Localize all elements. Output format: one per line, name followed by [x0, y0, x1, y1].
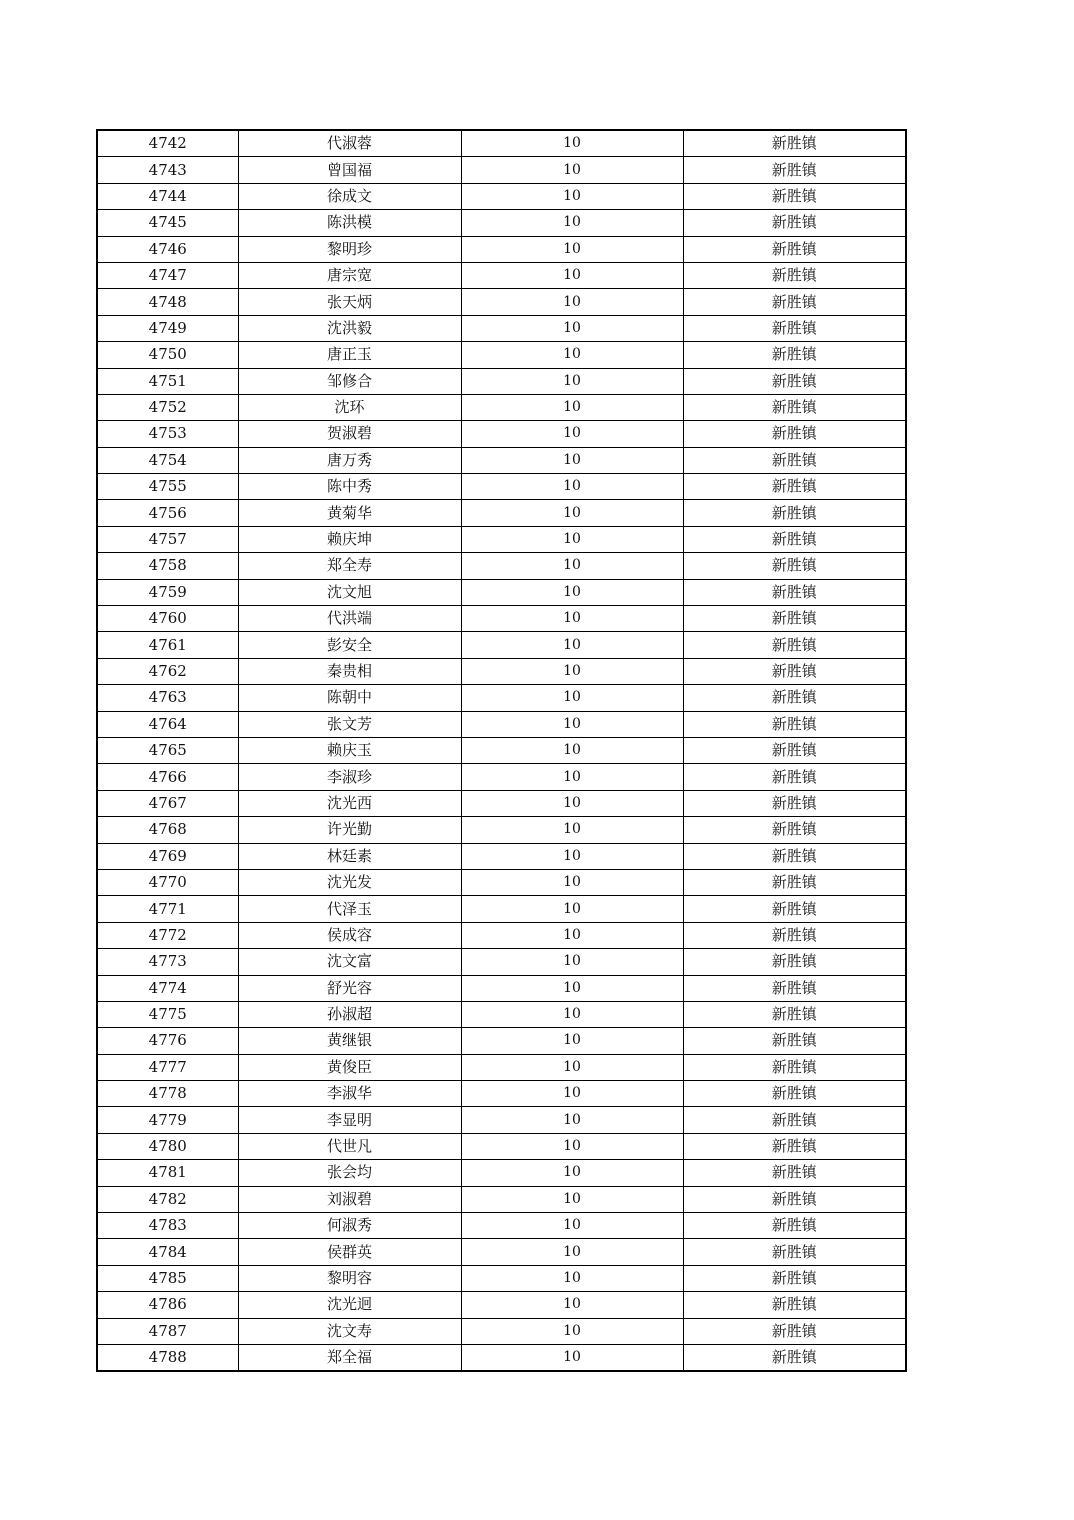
cell-town: 新胜镇: [683, 421, 906, 447]
cell-town: 新胜镇: [683, 1081, 906, 1107]
cell-name: 唐宗宽: [238, 262, 461, 288]
table-row: [97, 606, 906, 632]
table-row: [97, 737, 906, 763]
cell-town: 新胜镇: [683, 975, 906, 1001]
cell-name: 沈光迥: [238, 1292, 461, 1318]
cell-id: 4749: [97, 315, 238, 341]
cell-name: 黄菊华: [238, 500, 461, 526]
cell-amount: 10: [461, 1318, 683, 1344]
cell-town: 新胜镇: [683, 737, 906, 763]
table-row: [97, 790, 906, 816]
cell-town: 新胜镇: [683, 1344, 906, 1371]
cell-amount: 10: [461, 500, 683, 526]
cell-name: 秦贵相: [238, 658, 461, 684]
cell-name: 唐万秀: [238, 447, 461, 473]
cell-name: 侯群英: [238, 1239, 461, 1265]
cell-amount: 10: [461, 949, 683, 975]
table-row: [97, 1107, 906, 1133]
cell-id: 4770: [97, 869, 238, 895]
cell-amount: 10: [461, 737, 683, 763]
cell-town: 新胜镇: [683, 183, 906, 209]
cell-town: 新胜镇: [683, 130, 906, 157]
cell-amount: 10: [461, 421, 683, 447]
cell-id: 4760: [97, 606, 238, 632]
cell-name: 张天炳: [238, 289, 461, 315]
cell-name: 沈环: [238, 394, 461, 420]
table-row: [97, 1318, 906, 1344]
cell-amount: 10: [461, 975, 683, 1001]
cell-name: 陈洪模: [238, 210, 461, 236]
cell-name: 黎明珍: [238, 236, 461, 262]
cell-name: 沈光发: [238, 869, 461, 895]
table-row: [97, 1133, 906, 1159]
table-row: [97, 183, 906, 209]
cell-town: 新胜镇: [683, 764, 906, 790]
cell-name: 侯成容: [238, 922, 461, 948]
cell-town: 新胜镇: [683, 1028, 906, 1054]
cell-amount: 10: [461, 711, 683, 737]
cell-amount: 10: [461, 896, 683, 922]
cell-amount: 10: [461, 579, 683, 605]
cell-amount: 10: [461, 553, 683, 579]
cell-name: 张文芳: [238, 711, 461, 737]
table-row: [97, 764, 906, 790]
cell-name: 代泽玉: [238, 896, 461, 922]
cell-amount: 10: [461, 183, 683, 209]
cell-id: 4786: [97, 1292, 238, 1318]
cell-name: 黎明容: [238, 1265, 461, 1291]
cell-town: 新胜镇: [683, 500, 906, 526]
table-row: [97, 1265, 906, 1291]
cell-amount: 10: [461, 843, 683, 869]
cell-id: 4755: [97, 474, 238, 500]
cell-amount: 10: [461, 447, 683, 473]
cell-town: 新胜镇: [683, 315, 906, 341]
table-row: [97, 1160, 906, 1186]
cell-amount: 10: [461, 1186, 683, 1212]
cell-name: 陈中秀: [238, 474, 461, 500]
cell-name: 林廷素: [238, 843, 461, 869]
cell-id: 4766: [97, 764, 238, 790]
cell-town: 新胜镇: [683, 157, 906, 183]
cell-town: 新胜镇: [683, 949, 906, 975]
cell-name: 李淑珍: [238, 764, 461, 790]
cell-id: 4767: [97, 790, 238, 816]
cell-name: 沈洪毅: [238, 315, 461, 341]
cell-amount: 10: [461, 1239, 683, 1265]
table-row: [97, 130, 906, 157]
cell-name: 舒光容: [238, 975, 461, 1001]
table-row: [97, 157, 906, 183]
cell-amount: 10: [461, 1107, 683, 1133]
cell-town: 新胜镇: [683, 896, 906, 922]
cell-town: 新胜镇: [683, 685, 906, 711]
cell-name: 唐正玉: [238, 342, 461, 368]
cell-town: 新胜镇: [683, 289, 906, 315]
cell-town: 新胜镇: [683, 1160, 906, 1186]
table-row: [97, 949, 906, 975]
cell-town: 新胜镇: [683, 632, 906, 658]
cell-id: 4761: [97, 632, 238, 658]
cell-name: 贺淑碧: [238, 421, 461, 447]
cell-name: 代洪端: [238, 606, 461, 632]
cell-id: 4762: [97, 658, 238, 684]
cell-id: 4746: [97, 236, 238, 262]
cell-name: 赖庆玉: [238, 737, 461, 763]
cell-id: 4751: [97, 368, 238, 394]
cell-amount: 10: [461, 632, 683, 658]
table-row: [97, 1213, 906, 1239]
cell-name: 沈文旭: [238, 579, 461, 605]
cell-id: 4788: [97, 1344, 238, 1371]
table-body: [97, 130, 906, 1371]
cell-amount: 10: [461, 130, 683, 157]
cell-amount: 10: [461, 1265, 683, 1291]
cell-id: 4773: [97, 949, 238, 975]
cell-name: 代淑蓉: [238, 130, 461, 157]
table-row: [97, 210, 906, 236]
cell-town: 新胜镇: [683, 1239, 906, 1265]
table-row: [97, 869, 906, 895]
cell-name: 赖庆坤: [238, 526, 461, 552]
cell-town: 新胜镇: [683, 553, 906, 579]
table-row: [97, 394, 906, 420]
cell-id: 4750: [97, 342, 238, 368]
cell-amount: 10: [461, 368, 683, 394]
cell-town: 新胜镇: [683, 869, 906, 895]
cell-amount: 10: [461, 342, 683, 368]
cell-name: 徐成文: [238, 183, 461, 209]
cell-town: 新胜镇: [683, 368, 906, 394]
table-row: [97, 658, 906, 684]
cell-amount: 10: [461, 1292, 683, 1318]
cell-amount: 10: [461, 1160, 683, 1186]
cell-id: 4754: [97, 447, 238, 473]
cell-amount: 10: [461, 606, 683, 632]
table-row: [97, 421, 906, 447]
cell-id: 4764: [97, 711, 238, 737]
cell-name: 彭安全: [238, 632, 461, 658]
cell-town: 新胜镇: [683, 843, 906, 869]
cell-id: 4787: [97, 1318, 238, 1344]
cell-name: 张会均: [238, 1160, 461, 1186]
cell-id: 4779: [97, 1107, 238, 1133]
cell-id: 4771: [97, 896, 238, 922]
cell-amount: 10: [461, 658, 683, 684]
table-row: [97, 1081, 906, 1107]
cell-id: 4742: [97, 130, 238, 157]
table-row: [97, 289, 906, 315]
table-row: [97, 685, 906, 711]
table-row: [97, 1344, 906, 1371]
cell-amount: 10: [461, 236, 683, 262]
table-row: [97, 975, 906, 1001]
cell-town: 新胜镇: [683, 1001, 906, 1027]
cell-name: 沈文富: [238, 949, 461, 975]
cell-amount: 10: [461, 526, 683, 552]
table-row: [97, 579, 906, 605]
cell-id: 4785: [97, 1265, 238, 1291]
cell-town: 新胜镇: [683, 1318, 906, 1344]
cell-amount: 10: [461, 262, 683, 288]
cell-town: 新胜镇: [683, 394, 906, 420]
cell-name: 曾国福: [238, 157, 461, 183]
cell-amount: 10: [461, 394, 683, 420]
cell-name: 代世凡: [238, 1133, 461, 1159]
cell-town: 新胜镇: [683, 1107, 906, 1133]
cell-name: 李显明: [238, 1107, 461, 1133]
table-row: [97, 1028, 906, 1054]
cell-id: 4748: [97, 289, 238, 315]
table-row: [97, 1292, 906, 1318]
cell-amount: 10: [461, 474, 683, 500]
cell-id: 4763: [97, 685, 238, 711]
table-row: [97, 711, 906, 737]
cell-id: 4757: [97, 526, 238, 552]
table-row: [97, 262, 906, 288]
cell-id: 4769: [97, 843, 238, 869]
cell-name: 郑全寿: [238, 553, 461, 579]
cell-amount: 10: [461, 1081, 683, 1107]
cell-id: 4743: [97, 157, 238, 183]
table-row: [97, 1186, 906, 1212]
cell-id: 4780: [97, 1133, 238, 1159]
cell-amount: 10: [461, 790, 683, 816]
cell-amount: 10: [461, 210, 683, 236]
cell-town: 新胜镇: [683, 817, 906, 843]
cell-amount: 10: [461, 157, 683, 183]
cell-id: 4752: [97, 394, 238, 420]
cell-town: 新胜镇: [683, 658, 906, 684]
table-row: [97, 368, 906, 394]
cell-id: 4765: [97, 737, 238, 763]
cell-amount: 10: [461, 1028, 683, 1054]
cell-town: 新胜镇: [683, 1186, 906, 1212]
cell-town: 新胜镇: [683, 1292, 906, 1318]
cell-town: 新胜镇: [683, 1265, 906, 1291]
cell-name: 郑全福: [238, 1344, 461, 1371]
cell-amount: 10: [461, 1054, 683, 1080]
cell-name: 孙淑超: [238, 1001, 461, 1027]
cell-name: 许光勤: [238, 817, 461, 843]
cell-id: 4784: [97, 1239, 238, 1265]
cell-town: 新胜镇: [683, 711, 906, 737]
cell-town: 新胜镇: [683, 342, 906, 368]
cell-amount: 10: [461, 1213, 683, 1239]
table-row: [97, 315, 906, 341]
table-row: [97, 843, 906, 869]
cell-town: 新胜镇: [683, 790, 906, 816]
cell-town: 新胜镇: [683, 1213, 906, 1239]
cell-town: 新胜镇: [683, 236, 906, 262]
cell-name: 黄俊臣: [238, 1054, 461, 1080]
cell-amount: 10: [461, 685, 683, 711]
cell-town: 新胜镇: [683, 447, 906, 473]
cell-name: 刘淑碧: [238, 1186, 461, 1212]
cell-town: 新胜镇: [683, 606, 906, 632]
table-row: [97, 896, 906, 922]
cell-id: 4777: [97, 1054, 238, 1080]
table-row: [97, 526, 906, 552]
cell-town: 新胜镇: [683, 922, 906, 948]
cell-name: 黄继银: [238, 1028, 461, 1054]
cell-amount: 10: [461, 817, 683, 843]
cell-town: 新胜镇: [683, 526, 906, 552]
table-row: [97, 1239, 906, 1265]
cell-id: 4775: [97, 1001, 238, 1027]
cell-name: 陈朝中: [238, 685, 461, 711]
cell-amount: 10: [461, 1344, 683, 1371]
cell-id: 4759: [97, 579, 238, 605]
cell-id: 4747: [97, 262, 238, 288]
cell-id: 4772: [97, 922, 238, 948]
table-row: [97, 922, 906, 948]
table-row: [97, 447, 906, 473]
cell-town: 新胜镇: [683, 1133, 906, 1159]
table-row: [97, 817, 906, 843]
cell-id: 4768: [97, 817, 238, 843]
cell-amount: 10: [461, 922, 683, 948]
data-table: [96, 129, 907, 1372]
cell-amount: 10: [461, 1001, 683, 1027]
cell-id: 4783: [97, 1213, 238, 1239]
table-row: [97, 474, 906, 500]
table-row: [97, 236, 906, 262]
cell-id: 4745: [97, 210, 238, 236]
table-row: [97, 553, 906, 579]
cell-amount: 10: [461, 869, 683, 895]
cell-amount: 10: [461, 289, 683, 315]
table-row: [97, 1001, 906, 1027]
cell-town: 新胜镇: [683, 474, 906, 500]
table-row: [97, 632, 906, 658]
cell-name: 沈文寿: [238, 1318, 461, 1344]
cell-town: 新胜镇: [683, 210, 906, 236]
cell-amount: 10: [461, 315, 683, 341]
cell-id: 4782: [97, 1186, 238, 1212]
cell-amount: 10: [461, 1133, 683, 1159]
cell-id: 4778: [97, 1081, 238, 1107]
cell-name: 沈光西: [238, 790, 461, 816]
cell-id: 4781: [97, 1160, 238, 1186]
cell-id: 4774: [97, 975, 238, 1001]
table-row: [97, 342, 906, 368]
cell-name: 李淑华: [238, 1081, 461, 1107]
cell-town: 新胜镇: [683, 262, 906, 288]
cell-town: 新胜镇: [683, 1054, 906, 1080]
cell-id: 4753: [97, 421, 238, 447]
table-row: [97, 1054, 906, 1080]
cell-name: 何淑秀: [238, 1213, 461, 1239]
cell-id: 4756: [97, 500, 238, 526]
cell-amount: 10: [461, 764, 683, 790]
table-row: [97, 500, 906, 526]
cell-id: 4744: [97, 183, 238, 209]
cell-id: 4758: [97, 553, 238, 579]
cell-id: 4776: [97, 1028, 238, 1054]
cell-town: 新胜镇: [683, 579, 906, 605]
cell-name: 邹修合: [238, 368, 461, 394]
